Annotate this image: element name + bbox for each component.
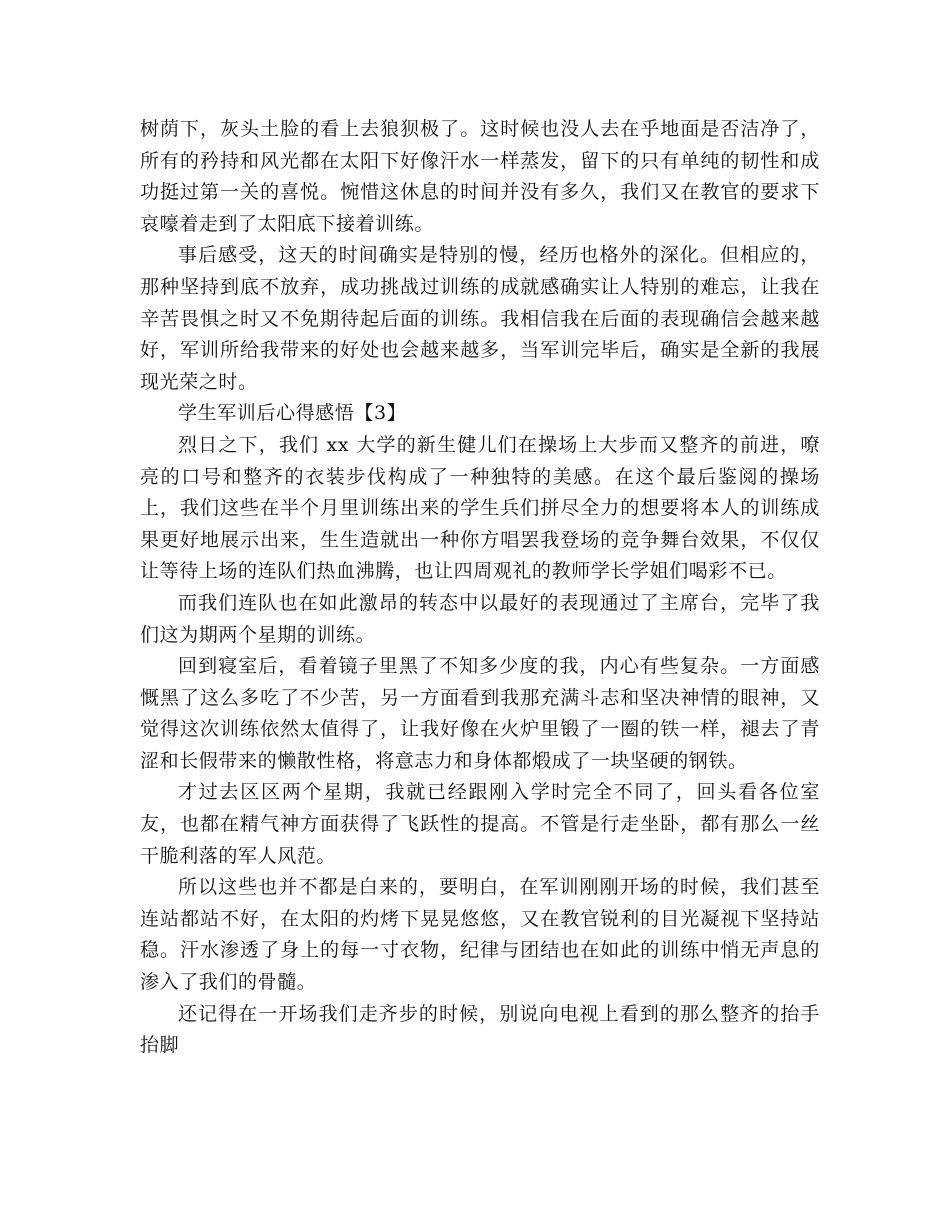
document-body [140,114,820,1062]
paragraph: 事后感受，这天的时间确实是特别的慢，经历也格外的深化。但相应的，那种坚持到底不放弃，成功挑战过训练的成就感确实让人特别的难忘，让我在辛苦畏惧之时又不免期待起后面的训练。我相信我在后面的表现确信会越来越好，军训所给我带来的好处也会越来越多，当军训完毕后，确实是全新的我展现光荣之时。 [140,244,820,393]
paragraph-truncated: 还记得在一开场我们走齐步的时候，别说向电视上看到的那么整齐的抬手抬脚 [140,1002,820,1057]
paragraph: 才过去区区两个星期，我就已经跟刚入学时完全不同了，回头看各位室友，也都在精气神方面获得了飞跃性的提高。不管是行走坐卧，都有那么一丝干脆利落的军人风范。 [140,781,820,867]
paragraph: 所以这些也并不都是白来的，要明白，在军训刚刚开场的时候，我们甚至连站都站不好，在太阳的灼烤下晃晃悠悠，又在教官锐利的目光凝视下坚持站稳。汗水渗透了身上的每一寸衣物，纪律与团结也在如此的训练中悄无声息的渗入了我们的骨髓。 [140,876,820,994]
paragraph-continued: 树荫下，灰头土脸的看上去狼狈极了。这时候也没人去在乎地面是否洁净了，所有的矜持和风光都在太阳下好像汗水一样蒸发，留下的只有单纯的韧性和成功挺过第一关的喜悦。惋惜这休息的时间并没有多久，我们又在教官的要求下哀嚎着走到了太阳底下接着训练。 [140,118,820,235]
paragraph: 而我们连队也在如此激昂的转态中以最好的表现通过了主席台，完毕了我们这为期两个星期的训练。 [140,591,820,646]
paragraph: 回到寝室后，看着镜子里黑了不知多少度的我，内心有些复杂。一方面感慨黑了这么多吃了不少苦，另一方面看到我那充满斗志和坚决神情的眼神，又觉得这次训练依然太值得了，让我好像在火炉里锻了一圈的铁一样，褪去了青涩和长假带来的懒散性格，将意志力和身体都煅成了一块坚硬的钢铁。 [140,655,820,772]
section-heading: 学生军训后心得感悟【3】 [178,402,407,425]
paragraph: 烈日之下，我们 xx 大学的新生健儿们在操场上大步而又整齐的前进，嘹亮的口号和整齐的衣装步伐构成了一种独特的美感。在这个最后鉴阅的操场上，我们这些在半个月里训练出来的学生兵们拼尽全力的想要将本人的训练成果更好地展示出来，生生造就出一种你方唱罢我登场的竞争舞台效果，不仅仅让等待上场的连队们热血沸腾，也让四周观礼的教师学长学姐们喝彩不已。 [140,433,820,583]
